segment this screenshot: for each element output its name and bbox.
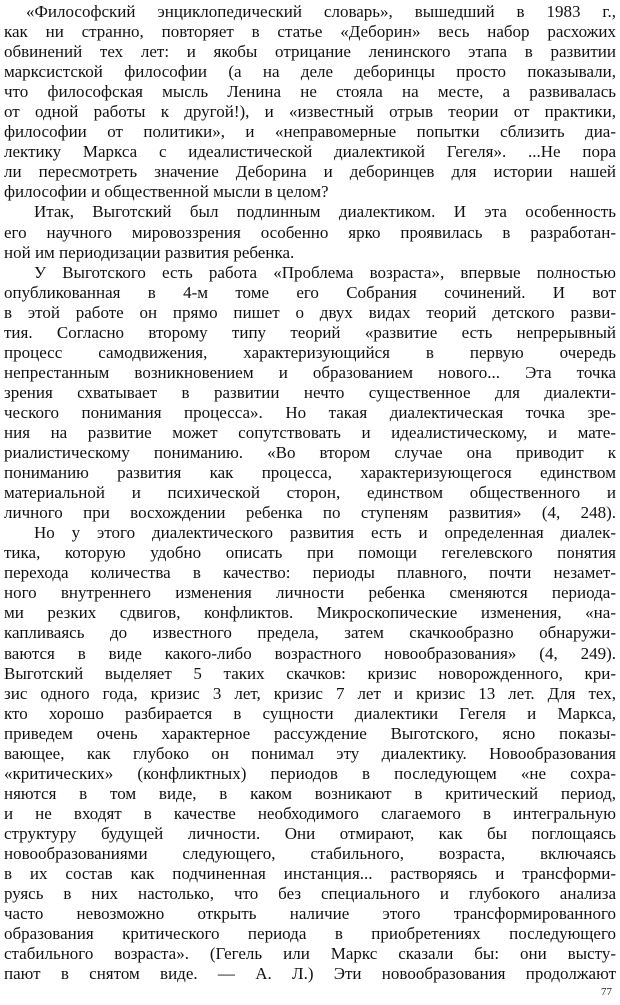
text-line: ческого понимания процесса». Но такая диалектическая точка зре- — [4, 402, 616, 422]
text-line: материальной и психической сторон, единством общественного и — [4, 483, 616, 503]
text-line: что философская мысль Ленина не стояла на месте, а развивалась — [4, 82, 616, 102]
paragraph-1 — [4, 2, 616, 202]
text-line: У Выготского есть работа «Проблема возраста», впервые полностью — [34, 262, 616, 282]
text-line: процесс самодвижения, характеризующийся в первую очередь — [4, 342, 616, 362]
paragraph-2 — [4, 202, 616, 262]
paragraph-4 — [4, 523, 616, 984]
text-line: как ни странно, повторяет в статье «Деборин» весь набор расхожих — [4, 22, 616, 42]
text-line: Но у этого диалектического развития есть и определенная диалек- — [34, 523, 616, 543]
text-line: пониманию развития как процесса, характеризующегося единством — [4, 463, 616, 483]
text-line: в их состав как подчиненная инстанция... растворяясь и трансформи- — [4, 864, 616, 884]
text-line: няются в том виде, в каком возникают в критический период, — [4, 783, 616, 803]
paragraph-3 — [4, 263, 616, 524]
text-line: обвинений тех лет: и якобы отрицание ленинского этапа в развитии — [4, 42, 616, 62]
text-line: марксистской философии (а на деле деборинцы просто показывали, — [4, 62, 616, 82]
text-line: образования критического периода в приобретениях последующего — [4, 924, 616, 944]
text-line: вающее, как глубоко он понимал эту диалектику. Новообразования — [4, 743, 616, 763]
page-number: 77 — [601, 986, 612, 998]
text-line: его научного мировоззрения особенно ярко проявилась в разработан- — [4, 222, 616, 242]
text-line: риалистическому пониманию. «Во втором случае она приводит к — [4, 443, 616, 463]
text-line: Итак, Выготский был подлинным диалектиком. И эта особенность — [34, 202, 616, 222]
text-line: опубликованная в 4-м томе его Собрания сочинений. И вот — [4, 282, 616, 302]
text-line: ного внутреннего изменения личности ребенка сменяются периода- — [4, 583, 616, 603]
text-line: ми резких сдвигов, конфликтов. Микроскопические изменения, «на- — [4, 603, 616, 623]
text-line: структуру будущей личности. Они отмирают, как бы поглощаясь — [4, 823, 616, 843]
text-line: кто хорошо разбирается в сущности диалектики Гегеля и Маркса, — [4, 703, 616, 723]
text-line: тика, которую удобно описать при помощи гегелевского понятия — [4, 543, 616, 563]
text-line: зрения схватывает в развитии нечто существенное для диалекти- — [4, 382, 616, 402]
text-line: Выготский выделяет 5 таких скачков: кризис новорожденного, кри- — [4, 663, 616, 683]
text-line: ли пересмотреть значение Деборина и деборинцев для истории нашей — [4, 162, 616, 182]
text-line: часто невозможно открыть наличие этого трансформированного — [4, 904, 616, 924]
text-line: и не входят в качестве необходимого слагаемого в интегральную — [4, 803, 616, 823]
text-line: лектику Маркса с идеалистической диалектикой Гегеля». ...Не пора — [4, 142, 616, 162]
text-line: философии от политики», и «неправомерные попытки сблизить диа- — [4, 122, 616, 142]
text-line: «Философский энциклопедический словарь», вышедший в 1983 г., — [26, 2, 616, 21]
text-line: «критических» (конфликтных) периодов в последующем «не сохра- — [4, 763, 616, 783]
text-line: пают в снятом виде. — А. Л.) Эти новообразования продолжают — [4, 964, 616, 984]
text-line: в этой работе он прямо пишет о двух видах теорий детского разви- — [4, 302, 616, 322]
text-line: стабильного возраста». (Гегель или Маркс сказали бы: они высту- — [4, 944, 616, 964]
text-line: ной им периодизации развития ребенка. — [4, 242, 295, 262]
text-line: новообразованиями следующего, стабильного, возраста, включаясь — [4, 843, 616, 863]
text-line: философии и общественной мысли в целом? — [4, 182, 329, 202]
text-line: руясь в них настолько, что без специального и глубокого анализа — [4, 884, 616, 904]
text-line: непрестанным возникновением и образованием нового... Эта точка — [4, 362, 616, 382]
book-page — [4, 2, 616, 984]
text-line: зис одного года, кризис 3 лет, кризис 7 лет и кризис 13 лет. Для тех, — [4, 683, 616, 703]
text-line: ваются в виде какого-либо возрастного новообразования» (4, 249). — [4, 643, 616, 663]
text-line: капливаясь до известного предела, затем скачкообразно обнаружи- — [4, 623, 616, 643]
text-line: от одной работы к другой!), и «известный отрыв теории от практики, — [4, 102, 616, 122]
text-line: ния на развитие может сопутствовать и идеалистическому, и мате- — [4, 422, 616, 442]
text-line: приведем очень характерное рассуждение Выготского, ясно показы- — [4, 723, 616, 743]
text-line: тия. Согласно второму типу теорий «развитие есть непрерывный — [4, 322, 616, 342]
text-line: личного при восхождении ребенка по ступеням развития» (4, 248). — [4, 503, 616, 523]
text-line: перехода количества в качество: периоды плавного, почти незамет- — [4, 563, 616, 583]
